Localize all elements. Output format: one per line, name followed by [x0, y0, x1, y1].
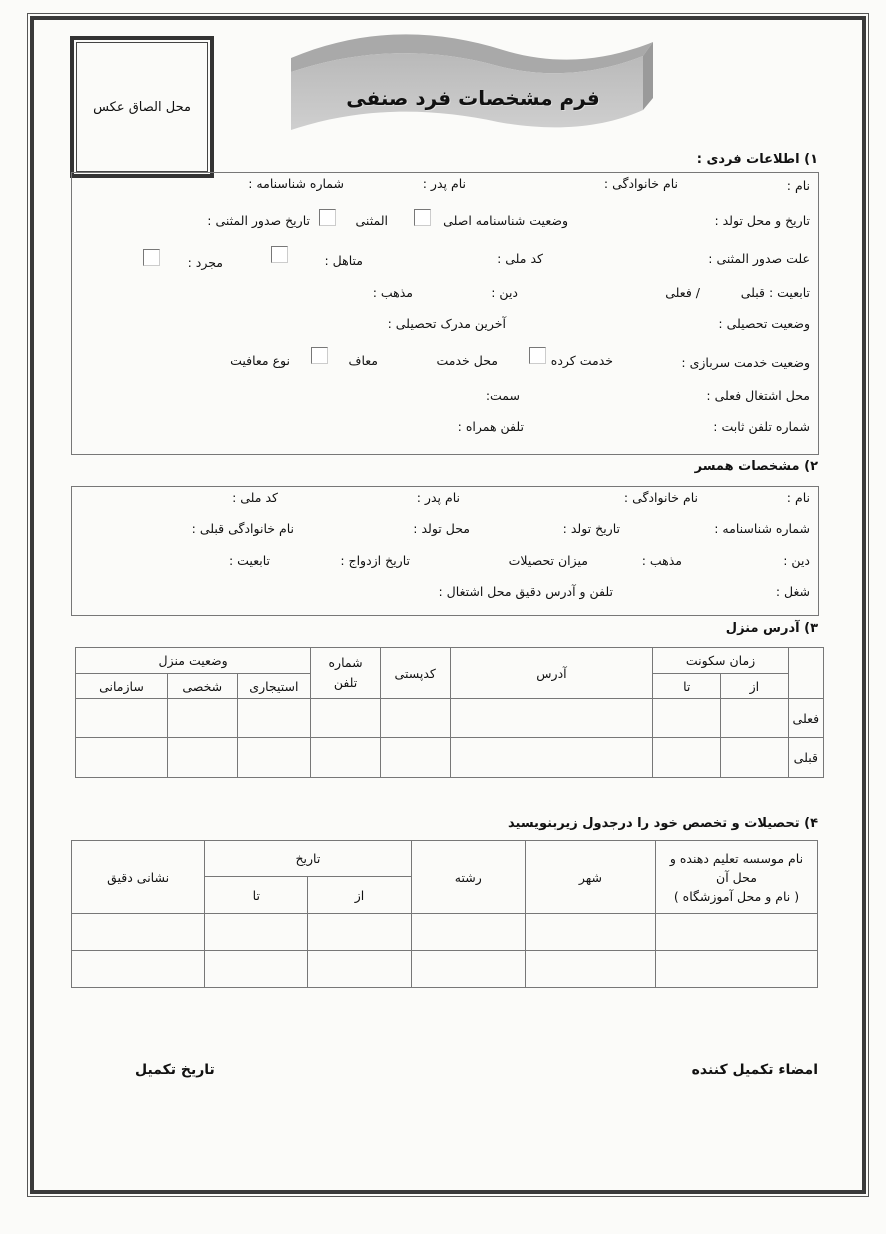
- institute-header: [655, 841, 817, 914]
- institute-header-line2: محل آن: [716, 869, 757, 885]
- rental-cell[interactable]: [237, 738, 311, 778]
- address-cell[interactable]: [450, 738, 653, 778]
- photo-placeholder-label: محل الصاق عکس: [93, 99, 191, 115]
- row-label-header-cell: [788, 648, 823, 699]
- section1-box: [71, 172, 819, 455]
- date-from-cell[interactable]: [308, 951, 411, 988]
- date-from-header: از: [308, 877, 411, 914]
- phone-header-text: شماره تلفن: [328, 655, 363, 690]
- exact-address-cell[interactable]: [72, 951, 205, 988]
- city-cell[interactable]: [525, 951, 655, 988]
- nationality-label: تابعیت : قبلی: [740, 285, 810, 300]
- institute-header-line3: ( نام و محل آموزشگاه ): [673, 888, 800, 904]
- education-table: [71, 840, 818, 988]
- nationality-current-label: / فعلی: [665, 285, 700, 300]
- spouse-work-phone-address-label: تلفن و آدرس دقیق محل اشتغال :: [438, 584, 613, 599]
- national-code-label: کد ملی :: [497, 251, 543, 266]
- exact-address-cell[interactable]: [72, 914, 205, 951]
- military-status-label: وضعیت خدمت سربازی :: [681, 355, 810, 370]
- single-checkbox[interactable]: [143, 249, 160, 266]
- date-from-cell[interactable]: [308, 914, 411, 951]
- residence-time-header-cell: زمان سکونت: [653, 648, 788, 674]
- banner-ribbon-shape: [283, 28, 663, 138]
- last-name-label: نام خانوادگی :: [603, 176, 678, 191]
- spouse-first-name-label: نام :: [786, 490, 810, 505]
- id-duplicate-checkbox[interactable]: [319, 209, 336, 226]
- religion-label: دین :: [491, 285, 518, 300]
- id-original-checkbox[interactable]: [414, 209, 431, 226]
- field-header: رشته: [411, 841, 525, 914]
- table-row: [76, 699, 824, 738]
- date-to-cell[interactable]: [205, 951, 308, 988]
- duplicate-label: المثنی: [355, 213, 388, 228]
- landline-label: شماره تلفن ثابت :: [713, 419, 810, 434]
- spouse-sect-label: مذهب :: [641, 553, 682, 568]
- form-title: فرم مشخصات فرد صنفی: [346, 86, 600, 110]
- to-cell[interactable]: [653, 738, 721, 778]
- exemption-type-label: نوع معافیت: [230, 353, 290, 368]
- personal-header: شخصی: [167, 674, 237, 699]
- residence-to-header: تا: [653, 674, 721, 699]
- home-address-grid: [75, 647, 824, 778]
- table-row: [72, 914, 818, 951]
- served-checkbox[interactable]: [529, 347, 546, 364]
- signature-label: امضاء تکمیل کننده: [691, 1062, 818, 1078]
- duplicate-date-label: تاریخ صدور المثنی :: [207, 213, 310, 228]
- birth-date-place-label: تاریخ و محل تولد :: [714, 213, 810, 228]
- spouse-marriage-date-label: تاریخ ازدواج :: [340, 553, 410, 568]
- married-label: متاهل :: [324, 253, 363, 268]
- position-label: سمت:: [485, 388, 520, 403]
- title-banner: [283, 28, 663, 138]
- personal-cell[interactable]: [167, 699, 237, 738]
- organizational-cell[interactable]: [76, 699, 168, 738]
- mobile-label: تلفن همراه :: [457, 419, 524, 434]
- to-cell[interactable]: [653, 699, 721, 738]
- spouse-religion-label: دین :: [783, 553, 810, 568]
- rental-cell[interactable]: [237, 699, 311, 738]
- residence-from-header: از: [721, 674, 789, 699]
- city-cell[interactable]: [525, 914, 655, 951]
- organizational-cell[interactable]: [76, 738, 168, 778]
- exempt-label: معاف: [348, 353, 378, 368]
- institute-header-line1: نام موسسه تعلیم دهنده و: [669, 850, 804, 866]
- address-cell[interactable]: [450, 699, 653, 738]
- education-status-label: وضعیت تحصیلی :: [718, 316, 810, 331]
- spouse-job-label: شغل :: [775, 584, 810, 599]
- section1-title: ۱) اطلاعات فردی :: [696, 152, 818, 167]
- postal-code-cell[interactable]: [380, 738, 450, 778]
- postal-code-header-cell: کدپستی: [380, 648, 450, 699]
- field-cell[interactable]: [411, 951, 525, 988]
- exempt-checkbox[interactable]: [311, 347, 328, 364]
- organizational-header: سازمانی: [76, 674, 168, 699]
- spouse-last-name-label: نام خانوادگی :: [623, 490, 698, 505]
- table-row: [72, 951, 818, 988]
- spouse-birth-date-label: تاریخ تولد :: [562, 521, 620, 536]
- id-number-label: شماره شناسنامه :: [248, 176, 344, 191]
- section2-title: ۲) مشخصات همسر: [694, 459, 818, 474]
- from-cell[interactable]: [721, 738, 789, 778]
- from-cell[interactable]: [721, 699, 789, 738]
- sect-label: مذهب :: [372, 285, 413, 300]
- spouse-father-name-label: نام پدر :: [416, 490, 460, 505]
- photo-placeholder-box[interactable]: [70, 36, 214, 178]
- date-to-cell[interactable]: [205, 914, 308, 951]
- current-job-place-label: محل اشتغال فعلی :: [706, 388, 810, 403]
- rental-header: استیجاری: [237, 674, 311, 699]
- served-label: خدمت کرده: [550, 353, 613, 368]
- institute-cell[interactable]: [655, 914, 817, 951]
- row-label: قبلی: [788, 738, 823, 778]
- date-to-header: تا: [205, 877, 308, 914]
- phone-cell[interactable]: [311, 699, 381, 738]
- date-header: تاریخ: [205, 841, 411, 877]
- section3-title: ۳) آدرس منزل: [725, 621, 818, 636]
- spouse-national-code-label: کد ملی :: [232, 490, 278, 505]
- row-label: فعلی: [788, 699, 823, 738]
- spouse-education-label: میزان تحصیلات: [508, 553, 588, 568]
- section4-title: ۴) تحصیلات و تخصص خود را درجدول زیربنویسید: [508, 816, 818, 831]
- father-name-label: نام پدر :: [422, 176, 466, 191]
- address-header-cell: آدرس: [450, 648, 653, 699]
- first-name-label: نام :: [786, 178, 810, 193]
- exact-address-header: نشانی دقیق: [72, 841, 205, 914]
- institute-cell[interactable]: [655, 951, 817, 988]
- married-checkbox[interactable]: [271, 246, 288, 263]
- completion-date-label: تاریخ تکمیل: [135, 1062, 215, 1078]
- phone-cell[interactable]: [311, 738, 381, 778]
- last-degree-label: آخرین مدرک تحصیلی :: [387, 316, 506, 331]
- table-row: [76, 738, 824, 778]
- housing-status-header-cell: وضعیت منزل: [76, 648, 311, 674]
- duplicate-reason-label: علت صدور المثنی :: [708, 251, 810, 266]
- postal-code-cell[interactable]: [380, 699, 450, 738]
- spouse-previous-last-name-label: نام خانوادگی قبلی :: [191, 521, 294, 536]
- spouse-id-number-label: شماره شناسنامه :: [714, 521, 810, 536]
- service-place-label: محل خدمت: [436, 353, 498, 368]
- field-cell[interactable]: [411, 914, 525, 951]
- section2-box: [71, 486, 819, 616]
- phone-header-cell: [311, 648, 381, 699]
- spouse-birth-place-label: محل تولد :: [413, 521, 470, 536]
- single-label: مجرد :: [187, 255, 223, 270]
- id-status-label: وضعیت شناسنامه اصلی: [443, 213, 568, 228]
- city-header: شهر: [525, 841, 655, 914]
- personal-cell[interactable]: [167, 738, 237, 778]
- spouse-nationality-label: تابعیت :: [228, 553, 270, 568]
